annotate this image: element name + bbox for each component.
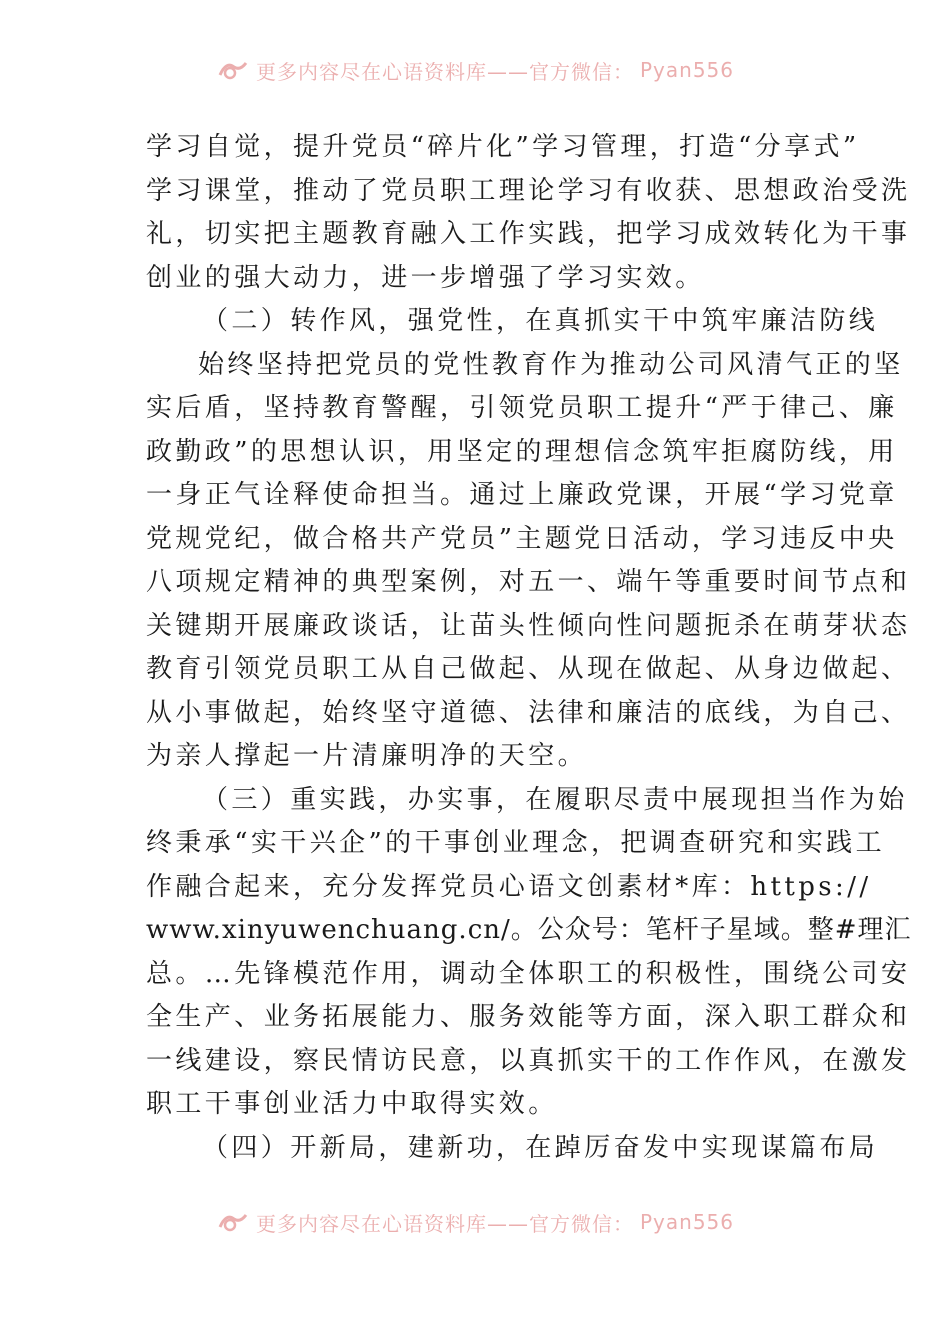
watermark-logo-icon	[216, 1209, 250, 1235]
paragraph-study-continuation	[146, 126, 911, 300]
text-line: 八项规定精神的典型案例，对五一、端午等重要时间节点和	[146, 567, 911, 597]
paragraph-party-spirit	[146, 344, 911, 779]
text-line: 学习课堂，推动了党员职工理论学习有收获、思想政治受洗	[146, 175, 911, 206]
text-line: 总。…先锋模范作用，调动全体职工的积极性，围绕公司安	[146, 958, 911, 989]
heading-text: （四）开新局，建新功，在踔厉奋发中实现谋篇布局	[202, 1132, 879, 1163]
section-heading-4	[146, 1127, 879, 1171]
text-line: 创业的强大动力，进一步增强了学习实效。	[146, 262, 705, 293]
heading-text: （二）转作风，强党性，在真抓实干中筑牢廉洁防线	[202, 306, 879, 336]
text-line: 政勤政”的思想认识，用坚定的理想信念筑牢拒腐防线，用	[146, 436, 898, 467]
text-line: 从小事做起，始终坚守道德、法律和廉洁的底线，为自己、	[146, 697, 911, 728]
document-body	[146, 126, 912, 1170]
paragraph-practice	[146, 779, 912, 1127]
text-line: 学习自觉，提升党员“碎片化”学习管理，打造“分享式”	[146, 132, 860, 162]
text-line: 作融合起来，充分发挥党员心语文创素材*库：https://	[146, 871, 872, 902]
text-line: 一线建设，察民情访民意，以真抓实干的工作作风，在激发	[146, 1045, 911, 1076]
text-line: 一身正气诠释使命担当。通过上廉政党课，开展“学习党章	[146, 480, 898, 510]
text-line: www.xinyuwenchuang.cn/。公众号：笔杆子星域。整#理汇	[146, 915, 912, 945]
text-line: 党规党纪，做合格共产党员”主题党日活动，学习违反中央	[146, 523, 898, 554]
text-line: 为亲人撑起一片清廉明净的天空。	[146, 741, 588, 771]
text-line: 实后盾，坚持教育警醒，引领党员职工提升“严于律己、廉	[146, 393, 898, 423]
watermark-banner-bottom	[0, 1202, 950, 1242]
section-heading-2	[146, 300, 879, 344]
text-line: 始终坚持把党员的党性教育作为推动公司风清气正的坚	[198, 349, 904, 380]
text-line: 关键期开展廉政谈话，让苗头性倾向性问题扼杀在萌芽状态	[146, 610, 911, 641]
text-line: 礼，切实把主题教育融入工作实践，把学习成效转化为干事	[146, 219, 911, 249]
text-line: 终秉承“实干兴企”的干事创业理念，把调查研究和实践工	[146, 828, 885, 858]
watermark-banner-top	[0, 50, 950, 90]
text-line: 全生产、业务拓展能力、服务效能等方面，深入职工群众和	[146, 1002, 911, 1032]
watermark-text: 更多内容尽在心语资料库——官方微信：	[255, 1211, 634, 1236]
text-line: （三）重实践，办实事，在履职尽责中展现担当作为始	[202, 784, 908, 815]
watermark-account: Pyan556	[639, 1210, 734, 1234]
watermark-logo-icon	[216, 57, 250, 83]
watermark-account: Pyan556	[639, 58, 734, 82]
text-line: 职工干事创业活力中取得实效。	[146, 1089, 558, 1119]
watermark-text: 更多内容尽在心语资料库——官方微信：	[255, 59, 634, 84]
text-line: 教育引领党员职工从自己做起、从现在做起、从身边做起、	[146, 654, 911, 684]
